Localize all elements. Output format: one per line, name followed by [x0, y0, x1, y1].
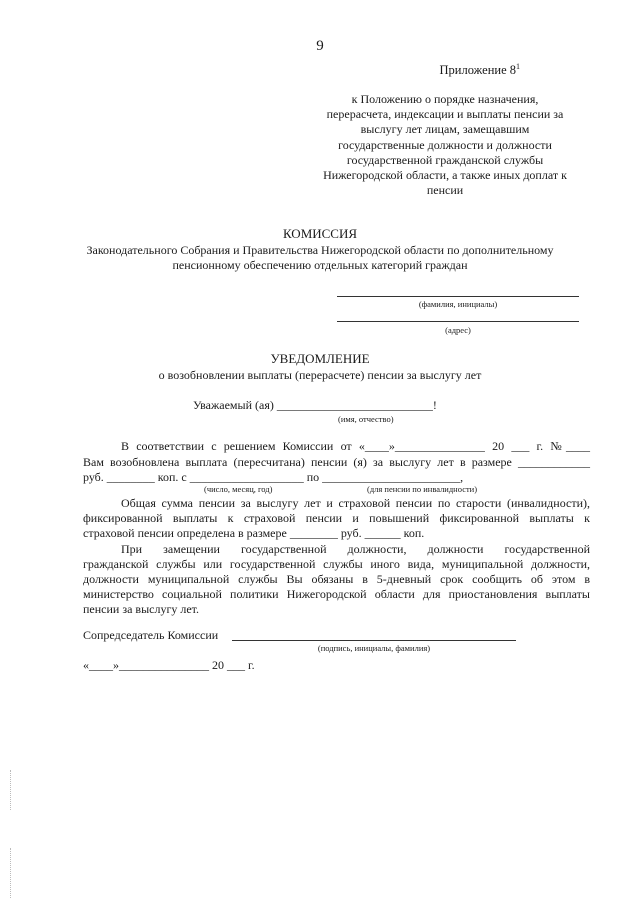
regulation-line: к Положению о порядке назначения,	[351, 92, 539, 106]
commission-title: КОМИССИЯ	[282, 226, 358, 241]
signature-label: Сопредседатель Комиссии	[83, 628, 219, 642]
appendix-label	[380, 62, 520, 78]
signature-date: «____»_______________ 20 ___ г.	[83, 658, 255, 672]
regulation-line: пенсии	[426, 183, 464, 198]
scan-artifact	[10, 770, 13, 810]
para3-line-1: При замещении государственной должности, должности государственной	[121, 542, 590, 556]
greeting-blank: __________________________!	[276, 398, 437, 412]
para3-line-3: должности муниципальной службы Вы обязаны в 5-дневный срок сообщить об этом в	[83, 572, 590, 586]
notice-title: УВЕДОМЛЕНИЕ	[270, 351, 370, 366]
signature-caption: (подпись, инициалы, фамилия)	[317, 643, 431, 653]
scan-artifact	[10, 848, 13, 898]
regulation-line: Нижегородской области, а также иных доплат к	[323, 168, 567, 183]
commission-line-2: пенсионному обеспечению отдельных категорий граждан	[172, 258, 468, 272]
para2-line-1: Общая сумма пенсии за выслугу лет и страховой пенсии по старости (инвалидности),	[121, 496, 590, 510]
caption-disability: (для пенсии по инвалидности)	[367, 484, 478, 494]
recipient-address-caption: (адрес)	[445, 325, 471, 335]
para3-line-5: пенсии за выслугу лет.	[83, 602, 200, 616]
commission-line-1: Законодательного Собрания и Правительства Нижегородской области по дополнительному	[86, 243, 554, 257]
para1-line-2: Вам возобновлена выплата (пересчитана) пенсии (я) за выслугу лет в размере ____________	[83, 455, 590, 469]
para3-line-4: министерство социальной политики Нижегородской области для приостановления выплаты	[83, 587, 590, 601]
regulation-line: государственные должности и должности	[338, 137, 552, 152]
appendix-text: Приложение 8	[439, 63, 516, 78]
para2-line-3: страховой пенсии определена в размере ________ руб. ______ коп.	[83, 526, 425, 540]
page-number: 9	[316, 38, 324, 54]
regulation-line: выслугу лет лицам, замещавшим	[360, 122, 530, 137]
signature-line	[232, 640, 516, 641]
para2-line-2: фиксированной выплаты к страховой пенсии и повышений фиксированной выплаты к	[83, 511, 590, 525]
recipient-address-line	[337, 321, 579, 322]
greeting-caption: (имя, отчество)	[338, 414, 394, 424]
recipient-name-caption: (фамилия, инициалы)	[418, 299, 498, 309]
para1-line-1: В соответствии с решением Комиссии от «____»_______________ 20 ___ г. №____	[121, 439, 590, 453]
appendix-superscript: 1	[516, 62, 520, 71]
para1-line-3: руб. ________ коп. с ___________________ по _______________________,	[83, 470, 464, 484]
greeting	[193, 398, 437, 413]
greeting-text: Уважаемый (ая)	[193, 398, 274, 412]
recipient-name-line	[337, 296, 579, 297]
regulation-line: перерасчета, индексации и выплаты пенсии за	[326, 107, 564, 122]
notice-subtitle: о возобновлении выплаты (перерасчете) пенсии за выслугу лет	[158, 368, 482, 382]
regulation-reference	[300, 92, 590, 198]
caption-date: (число, месяц, год)	[204, 484, 273, 494]
para3-line-2: гражданской службы или государственной службы иного вида, муниципальной должности,	[83, 557, 590, 571]
regulation-line: государственной гражданской службы	[346, 152, 544, 167]
